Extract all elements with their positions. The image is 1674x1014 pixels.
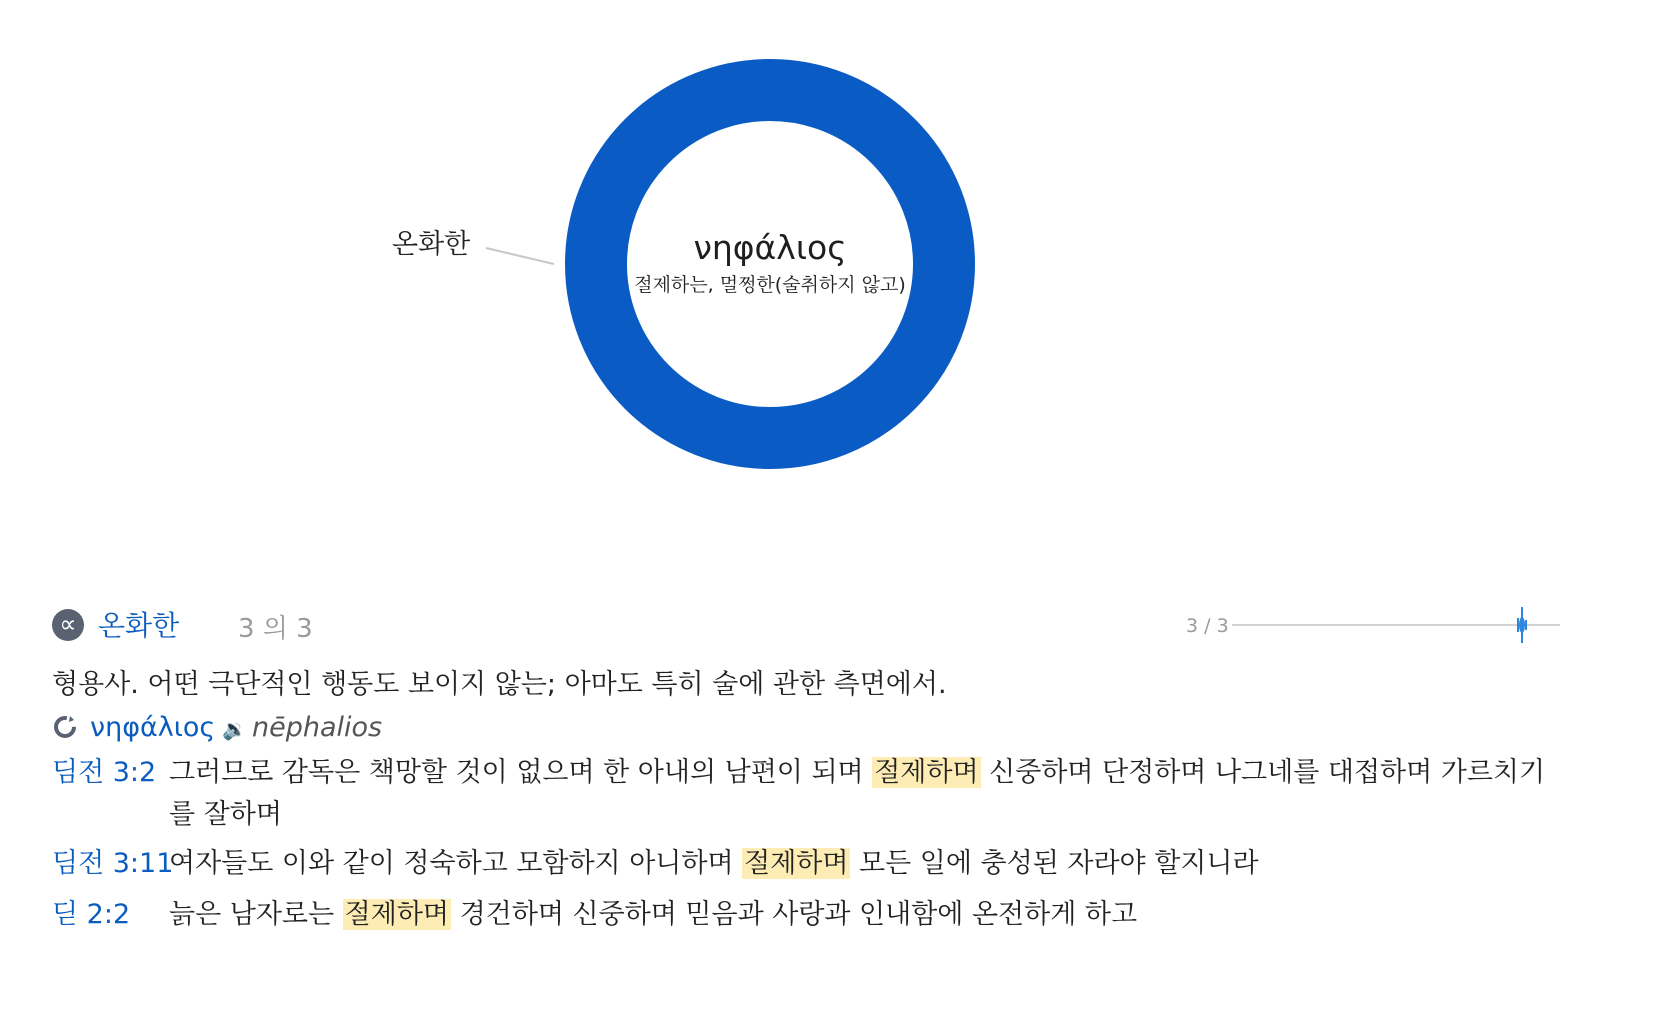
- sense-definition: 형용사. 어떤 극단적인 행동도 보이지 않는; 아마도 특히 술에 관한 측면에서.: [52, 669, 947, 700]
- speaker-icon[interactable]: 🔉: [222, 717, 247, 741]
- verse-highlight: 절제하며: [744, 848, 849, 879]
- verse-ref-link[interactable]: 딛 2:2: [52, 899, 131, 930]
- sense-header: [52, 606, 1632, 646]
- alpha-sense-icon: ∝: [52, 609, 84, 641]
- sense-slider-thumb[interactable]: [1515, 606, 1529, 644]
- sense-count: 3 의 3: [238, 614, 313, 644]
- verse-highlight: 절제하며: [874, 757, 979, 788]
- sense-slider-track[interactable]: [1232, 624, 1560, 626]
- verse-text-after: 경건하며 신중하며 믿음과 사랑과 인내함에 온전하게 하고: [451, 899, 1138, 930]
- verse-text-after: 모든 일에 충성된 자라야 할지니라: [850, 848, 1259, 879]
- verse-text: [169, 843, 1559, 885]
- donut-center-lemma: νηφάλιος: [693, 228, 847, 267]
- verse-text: [169, 894, 1559, 936]
- sense-label-link[interactable]: 온화한: [98, 609, 180, 642]
- verse-ref-link[interactable]: 딤전 3:2: [52, 757, 157, 788]
- donut-leader-line: [486, 248, 554, 264]
- lemma-transliteration: nēphalios: [252, 712, 383, 743]
- verse-text-after: 신중하며 단정하며 나그네를 대접하며 가르치기를 잘하며: [169, 757, 1546, 830]
- donut-center-gloss: 절제하는, 멀쩡한(술취하지 않고): [634, 274, 906, 296]
- verse-text-before: 여자들도 이와 같이 정숙하고 모함하지 아니하며: [169, 848, 743, 879]
- verse-highlight: 절제하며: [344, 899, 449, 930]
- lemma-row: [52, 708, 652, 748]
- donut-segment-label[interactable]: 온화한: [392, 229, 471, 260]
- lemma-link[interactable]: νηφάλιος: [90, 712, 216, 743]
- sense-pager-text: 3 / 3: [1186, 615, 1229, 637]
- verse-text: [169, 752, 1559, 836]
- verse-text-before: 그러므로 감독은 책망할 것이 없으며 한 아내의 남편이 되며: [169, 757, 873, 788]
- lexicon-refresh-icon[interactable]: [52, 714, 78, 740]
- verse-text-before: 늙은 남자로는: [169, 899, 343, 930]
- verse-ref-link[interactable]: 딤전 3:11: [52, 848, 174, 879]
